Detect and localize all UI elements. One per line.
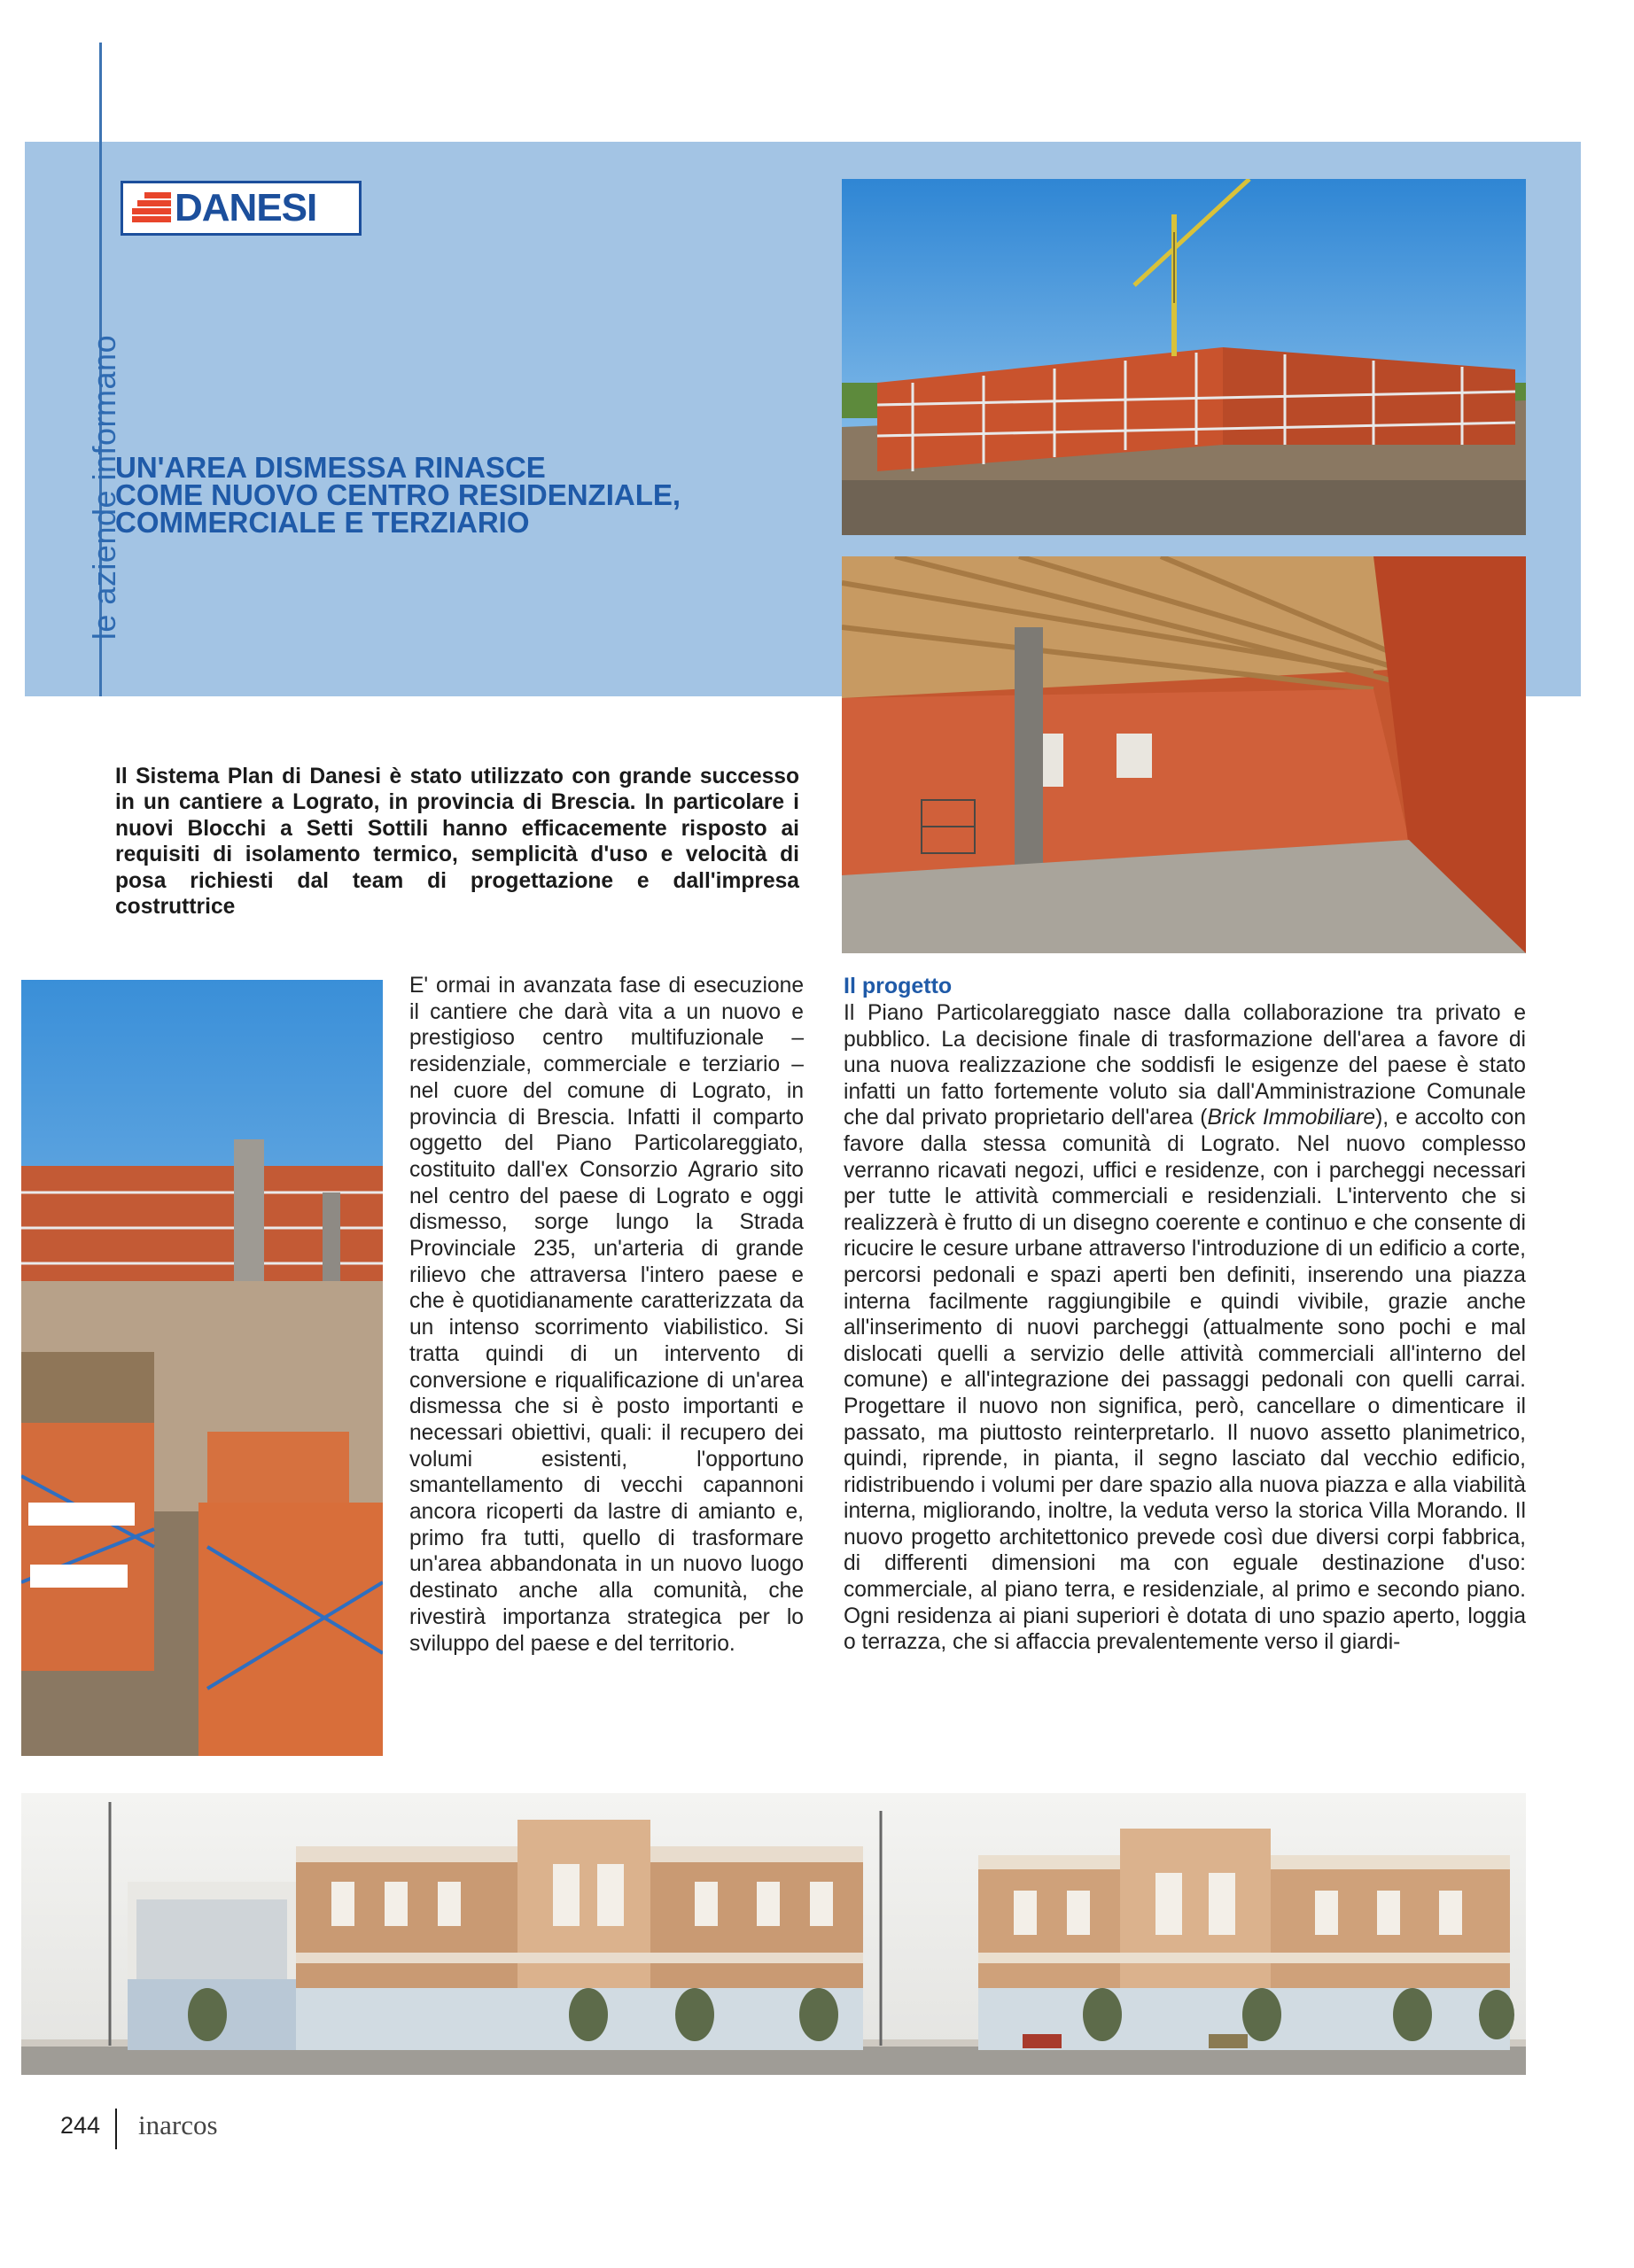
headline-line-2: COME NUOVO CENTRO RESIDENZIALE, — [115, 478, 681, 511]
headline-line-1: UN'AREA DISMESSA RINASCE — [115, 451, 546, 484]
article-headline — [115, 451, 789, 539]
body-text-column-1: E' ormai in avanzata fase di esecuzione il cantiere che darà vita a un nuovo e prestigioso centro multifuzionale – residenziale, commerciale e terziario – nel cuore del comune di Lograto, in provincia di Brescia. Infatti il comparto oggetto del Piano Particolareggiato, costituito dall'ex Consorzio Agrario sito nel centro del paese di Lograto e oggi dismesso, sorge lungo la Strada Provinciale 235, un'arteria di grande rilievo che attraversa l'intero paese e che è quotidianamente caratterizzata da un intenso scorrimento viabilistico. Si tratta quindi di un intervento di conversione e riqualificazione di un'area dismessa che si è posto importanti e necessari obiettivi, quali: il recupero dei volumi esistenti, l'opportuno smantellamento di vecchi capannoni ancora ricoperti da lastre di amianto e, primo fra tutti, quello di trasformare un'area abbandonata in un nuovo luogo destinato anche alla comunità, che rivestirà importanza strategica per lo sviluppo del paese e del territorio. — [409, 974, 804, 1656]
body-text-part-2: ), e accolto con favore dalla stessa comunità di Lograto. Nel nuovo complesso verranno ricavati negozi, uffici e residenze, con i parcheggi necessari per tutte le attività commerciali e residenziali. L'intervento che si realizzerà è frutto di un disegno coerente e continuo e che consente di ricucire le cesure urbane attraverso l'introduzione di un edificio a corte, percorsi pedonali e spazi aperti ben definiti, inserendo una piazza interna facilmente raggiungibile e quindi vivibile, grazie anche all'inserimento di nuovi parcheggi (attualmente sono pochi e mal dislocati quelli a servizio delle attività commerciali all'interno del comune) e all'integrazione dei passaggi pedonali con quelli carrai. Progettare il nuovo non significa, però, cancellare o dimenticare il passato, ma piuttosto reinterpretarlo. Il nuovo assetto planimetrico, quindi, riprende, in pianta, il segno lasciato dal vecchio edificio, ridistribuendo i volumi per dare spazio alla nuova piazza e alla viabilità interna, migliorando, inoltre, la veduta verso la storica Villa Morando. Il nuovo progetto architettonico prevede così due diversi corpi fabbrica, di differenti dimensioni ma con eguale destinazione d'uso: commerciale, al piano terra, e residenziale, al primo e secondo piano. Ogni residenza ai piani superiori è dotata di uno spazio aperto, loggia o terrazza, che si affaccia prevalentemente verso il giardi- — [844, 1106, 1526, 1655]
photo-construction-interior — [842, 556, 1526, 953]
headline-line-3: COMMERCIALE E TERZIARIO — [115, 506, 530, 539]
section-heading-progetto: Il progetto — [844, 974, 953, 998]
body-text-column-2 — [844, 1000, 1526, 1656]
section-label: le aziende informano — [86, 334, 122, 641]
danesi-logo — [121, 181, 362, 236]
photo-construction-exterior — [842, 179, 1526, 535]
magazine-name: inarcos — [138, 2109, 218, 2140]
photo-brick-pallets — [21, 980, 383, 1756]
body-text-part-1: Il Piano Particolareggiato nasce dalla collaborazione tra privato e pubblico. La decisione finale di trasformazione dell'area a favore di una nuova realizzazione che soddisfi le esigenze del paese è stato infatti un fatto fortemente voluto sia dall'Amministrazione Comunale che dal privato proprietario dell'area ( — [844, 1001, 1526, 1130]
page-number: 244 — [60, 2112, 101, 2139]
brand-name: DANESI — [175, 186, 317, 229]
company-name-italic: Brick Immobiliare — [1207, 1106, 1376, 1130]
brick-logo-icon — [132, 192, 171, 224]
footer-divider — [115, 2109, 117, 2149]
project-rendering — [21, 1793, 1526, 2075]
article-lead: Il Sistema Plan di Danesi è stato utilizzato con grande successo in un cantiere a Lograto, in provincia di Brescia. In particolare i nuovi Blocchi a Setti Sottili hanno efficacemente risposto ai requisiti di isolamento termico, semplicità d'uso e velocità di posa richiesti dal team di progettazione e dall'impresa costruttrice — [115, 765, 799, 920]
